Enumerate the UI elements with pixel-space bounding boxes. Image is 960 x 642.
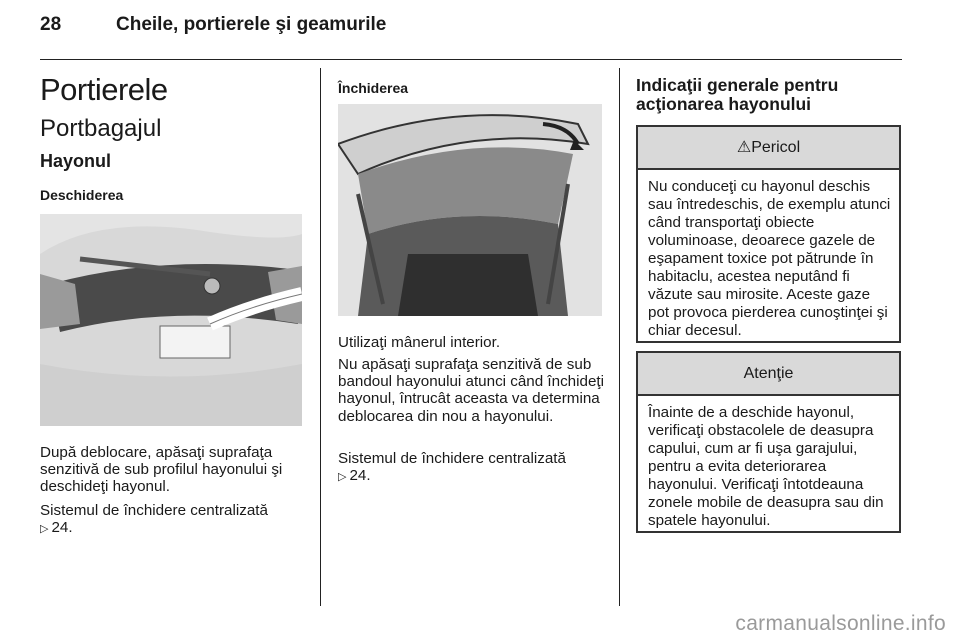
reference-page: 24. <box>349 467 371 485</box>
reference-page: 24. <box>51 519 73 537</box>
reference-link[interactable] <box>338 467 606 486</box>
chapter-title: Cheile, portierele şi geamurile <box>116 14 387 35</box>
danger-header <box>638 127 899 170</box>
topic-title: Hayonul <box>40 151 112 171</box>
tailgate-opening-photo <box>40 214 302 426</box>
opening-paragraph: După deblocare, apăsaţi suprafaţa senzitivă de sub profilul hayonului şi deschideţi hayonul. <box>40 444 283 496</box>
opening-heading: Deschiderea <box>40 187 124 203</box>
closing-heading: Închiderea <box>338 80 409 96</box>
section-title: Portierele <box>40 72 168 107</box>
arrow-right-icon: ▷ <box>40 523 49 536</box>
warning-triangle-icon: ⚠ <box>736 139 752 156</box>
column-divider-1 <box>320 68 321 606</box>
closing-paragraph-1: Utilizaţi mânerul interior. <box>338 334 501 351</box>
danger-box <box>636 125 901 343</box>
arrow-right-icon: ▷ <box>338 471 347 484</box>
header-rule <box>40 59 902 60</box>
subsection-title: Portbagajul <box>40 115 162 142</box>
central-locking-reference-2 <box>338 450 606 486</box>
danger-title: Pericol <box>751 139 801 156</box>
reference-text: Sistemul de închidere centralizată <box>338 450 566 467</box>
caution-title: Atenţie <box>638 353 899 396</box>
central-locking-reference <box>40 502 312 538</box>
general-instructions-heading: Indicaţii generale pentru acţionarea hayonului <box>636 75 839 114</box>
column-divider-2 <box>619 68 620 606</box>
closing-paragraph-2: Nu apăsaţi suprafaţa senzitivă de sub bandoul hayonului atunci când închideţi hayonul, întrucât aceasta va determina deblocarea din nou a hayonului. <box>338 356 604 425</box>
tailgate-closing-photo <box>338 104 602 316</box>
caution-text: Înainte de a deschide hayonul, verificaţi obstacolele de deasupra capului, cum ar fi uşa garajului, pentru a evita deteriorarea hayonului. Verificaţi întotdeauna zonele mobile de deasupra sau din spatele hayonului. <box>648 404 884 529</box>
danger-text: Nu conduceţi cu hayonul deschis sau întredeschis, de exemplu atunci când transportaţi obiecte voluminoase, deoarece gazele de eşapament toxice pot pătrunde în habitaclu, acestea neputând fi văzute sau mirosite. Aceste gaze pot provoca pierderea cunoştinţei şi chiar decesul. <box>648 178 891 339</box>
watermark: carmanualsonline.info <box>735 612 946 635</box>
page-number: 28 <box>40 14 62 35</box>
caution-box <box>636 351 901 533</box>
reference-link[interactable] <box>40 519 312 538</box>
reference-text: Sistemul de închidere centralizată <box>40 502 268 519</box>
